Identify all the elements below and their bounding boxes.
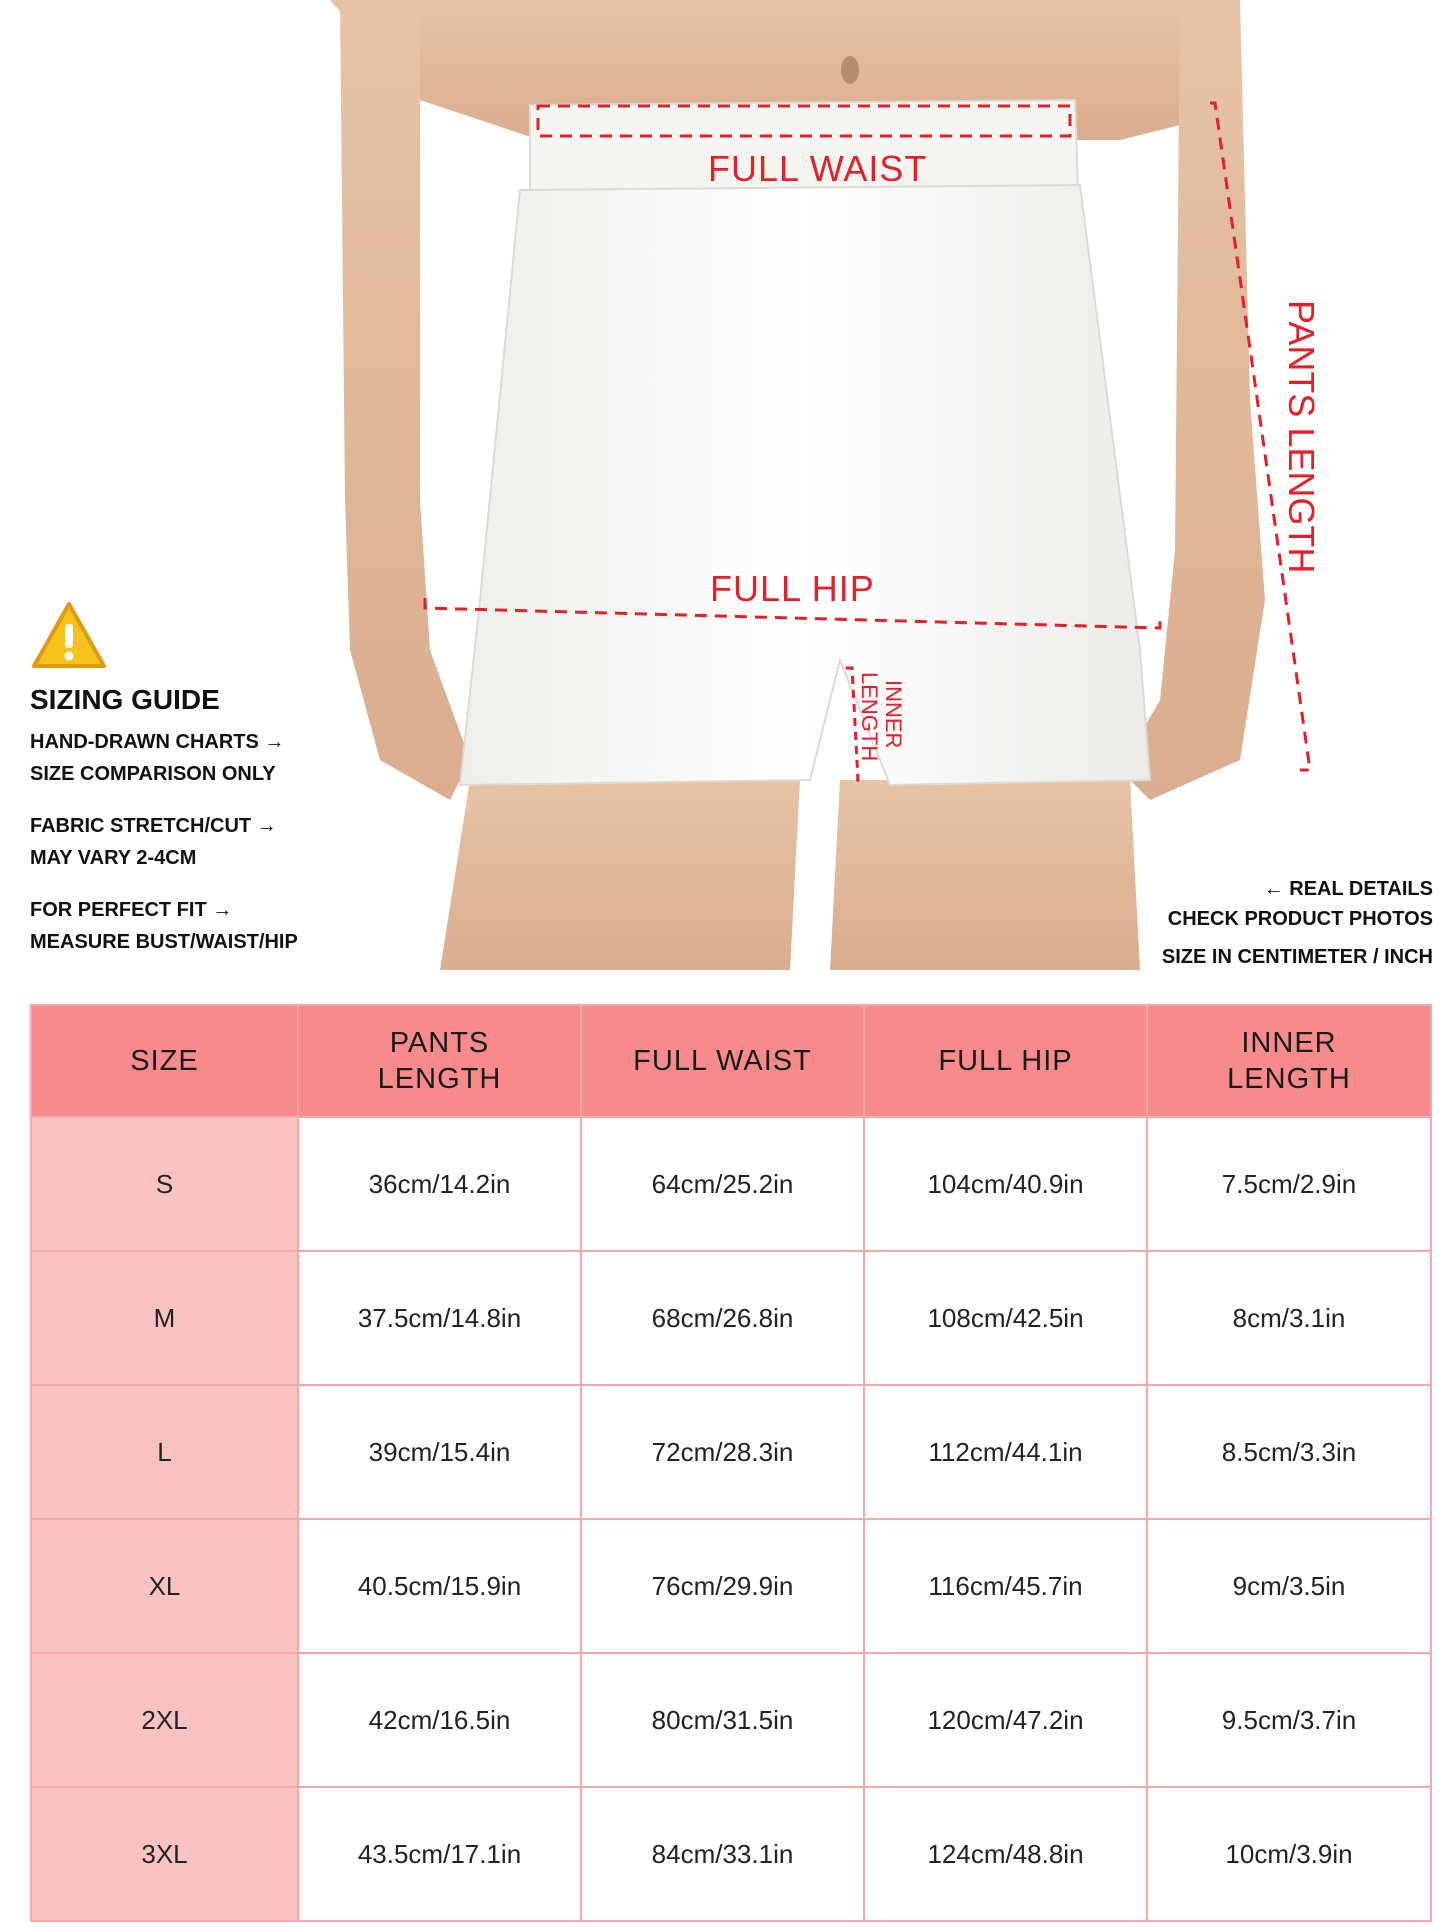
- table-cell: 42cm/16.5in: [298, 1653, 581, 1787]
- header-full-waist: FULL WAIST: [581, 1005, 864, 1117]
- size-chart-table: [30, 1004, 1432, 1922]
- table-cell: 120cm/47.2in: [864, 1653, 1147, 1787]
- table-row: [31, 1787, 1431, 1921]
- guide-line: MEASURE BUST/WAIST/HIP: [30, 931, 298, 953]
- table-cell: 40.5cm/15.9in: [298, 1519, 581, 1653]
- table-cell: 76cm/29.9in: [581, 1519, 864, 1653]
- table-cell: 10cm/3.9in: [1147, 1787, 1431, 1921]
- table-cell: 104cm/40.9in: [864, 1117, 1147, 1251]
- table-cell: 9cm/3.5in: [1147, 1519, 1431, 1653]
- header-pants-length: PANTS LENGTH: [298, 1005, 581, 1117]
- table-cell: 8.5cm/3.3in: [1147, 1385, 1431, 1519]
- guide-line: SIZE COMPARISON ONLY: [30, 763, 276, 785]
- inner-length-label-line1: INNER: [881, 680, 906, 749]
- inner-length-label-line2: LENGTH: [857, 672, 882, 762]
- table-cell: 124cm/48.8in: [864, 1787, 1147, 1921]
- table-row: [31, 1117, 1431, 1251]
- table-cell: 43.5cm/17.1in: [298, 1787, 581, 1921]
- full-hip-label: FULL HIP: [710, 568, 875, 609]
- table-cell: 8cm/3.1in: [1147, 1251, 1431, 1385]
- guide-line: FABRIC STRETCH/CUT →: [30, 815, 277, 837]
- units-note: SIZE IN CENTIMETER / INCH: [1161, 946, 1433, 968]
- table-row: [31, 1653, 1431, 1787]
- size-cell: XL: [31, 1519, 298, 1653]
- table-cell: 72cm/28.3in: [581, 1385, 864, 1519]
- guide-line: MAY VARY 2-4CM: [30, 847, 197, 869]
- table-cell: 68cm/26.8in: [581, 1251, 864, 1385]
- table-cell: 80cm/31.5in: [581, 1653, 864, 1787]
- full-waist-label: FULL WAIST: [708, 148, 928, 189]
- table-cell: 37.5cm/14.8in: [298, 1251, 581, 1385]
- size-cell: L: [31, 1385, 298, 1519]
- header-inner-length: INNER LENGTH: [1147, 1005, 1431, 1117]
- size-cell: M: [31, 1251, 298, 1385]
- table-cell: 64cm/25.2in: [581, 1117, 864, 1251]
- header-size: SIZE: [31, 1005, 298, 1117]
- check-photos-note: CHECK PRODUCT PHOTOS: [1167, 908, 1433, 930]
- table-header-row: [31, 1005, 1431, 1117]
- sizing-guide-title: SIZING GUIDE: [30, 684, 220, 715]
- guide-line: FOR PERFECT FIT →: [30, 899, 233, 921]
- size-cell: 2XL: [31, 1653, 298, 1787]
- table-cell: 9.5cm/3.7in: [1147, 1653, 1431, 1787]
- size-cell: 3XL: [31, 1787, 298, 1921]
- guide-line: HAND-DRAWN CHARTS →: [30, 731, 285, 753]
- table-cell: 7.5cm/2.9in: [1147, 1117, 1431, 1251]
- table-cell: 112cm/44.1in: [864, 1385, 1147, 1519]
- photo-notes: [1162, 874, 1433, 972]
- table-row: [31, 1385, 1431, 1519]
- real-details-note: ← REAL DETAILS: [1263, 878, 1433, 900]
- table-row: [31, 1519, 1431, 1653]
- table-cell: 108cm/42.5in: [864, 1251, 1147, 1385]
- table-cell: 116cm/45.7in: [864, 1519, 1147, 1653]
- table-cell: 84cm/33.1in: [581, 1787, 864, 1921]
- size-cell: S: [31, 1117, 298, 1251]
- table-row: [31, 1251, 1431, 1385]
- header-full-hip: FULL HIP: [864, 1005, 1147, 1117]
- pants-length-label: PANTS LENGTH: [1281, 300, 1322, 574]
- table-cell: 39cm/15.4in: [298, 1385, 581, 1519]
- sizing-guide: [30, 600, 360, 958]
- table-cell: 36cm/14.2in: [298, 1117, 581, 1251]
